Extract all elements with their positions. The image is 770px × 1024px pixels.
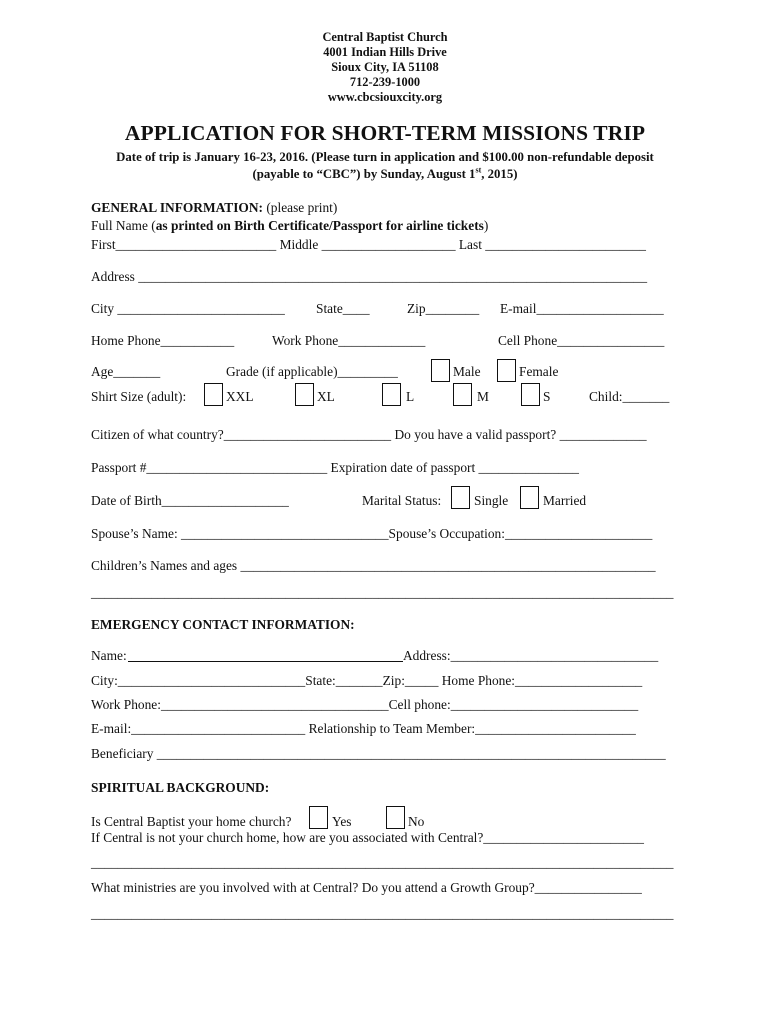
association-field[interactable]: If Central is not your church home, how are you associated with Central?________________________ — [91, 830, 644, 845]
emergency-address-field[interactable]: Address:_______________________________ — [403, 648, 659, 663]
shirt-l-checkbox[interactable] — [382, 383, 401, 406]
shirt-size-label: Shirt Size (adult): — [91, 389, 187, 404]
intro-line-2: (payable to “CBC”) by Sunday, August 1st, 2015) — [252, 165, 518, 181]
shirt-xxl-checkbox[interactable] — [204, 383, 223, 406]
no-label: No — [408, 814, 425, 829]
church-name: Central Baptist Church — [322, 30, 448, 44]
home-church-question: Is Central Baptist your home church? — [91, 814, 292, 829]
shirt-xl-checkbox[interactable] — [295, 383, 314, 406]
citizen-passport-field[interactable]: Citizen of what country?_________________________ Do you have a valid passport? _____________ — [91, 427, 647, 442]
married-label: Married — [543, 493, 587, 508]
shirt-s-checkbox[interactable] — [521, 383, 540, 406]
grade-field[interactable]: Grade (if applicable)_________ — [226, 364, 398, 379]
dob-field[interactable]: Date of Birth___________________ — [91, 493, 289, 508]
shirt-s-label: S — [543, 389, 551, 404]
fullname-label: Full Name (as printed on Birth Certificate/Passport for airline tickets) — [91, 218, 489, 233]
female-label: Female — [519, 364, 559, 379]
single-checkbox[interactable] — [451, 486, 470, 509]
name-field[interactable]: First________________________ Middle ____________________ Last ________________________ — [91, 237, 646, 252]
yes-label: Yes — [332, 814, 352, 829]
ministries-field[interactable]: What ministries are you involved with at Central? Do you attend a Growth Group?________________ — [91, 880, 642, 895]
email-field[interactable]: E-mail___________________ — [500, 301, 664, 316]
emergency-work-phone-field[interactable]: Work Phone:__________________________________Cell phone:____________________________ — [91, 697, 639, 712]
emergency-city-field[interactable]: City:____________________________State:_______Zip:_____ Home Phone:___________________ — [91, 673, 643, 688]
marital-status-label: Marital Status: — [362, 493, 442, 508]
form-title: APPLICATION FOR SHORT-TERM MISSIONS TRIP — [124, 121, 646, 145]
children-blank-line[interactable]: _______________________________________________________________________________________ — [91, 585, 674, 600]
no-checkbox[interactable] — [386, 806, 405, 829]
ministries-blank-line[interactable]: _______________________________________________________________________________________ — [91, 906, 674, 921]
emergency-name-label: Name: — [91, 648, 127, 663]
shirt-xxl-label: XXL — [226, 389, 254, 404]
address-field[interactable]: Address ____________________________________________________________________________ — [91, 269, 648, 284]
intro-line-1: Date of trip is January 16-23, 2016. (Please turn in application and $100.00 non-refundable deposit — [116, 150, 654, 164]
zip-field[interactable]: Zip________ — [407, 301, 480, 316]
cell-phone-field[interactable]: Cell Phone________________ — [498, 333, 665, 348]
shirt-xl-label: XL — [317, 389, 335, 404]
child-size-field[interactable]: Child:_______ — [589, 389, 670, 404]
state-field[interactable]: State____ — [316, 301, 370, 316]
church-phone: 712-239-1000 — [349, 75, 421, 89]
passport-number-field[interactable]: Passport #___________________________ Expiration date of passport _______________ — [91, 460, 579, 475]
yes-checkbox[interactable] — [309, 806, 328, 829]
shirt-m-label: M — [477, 389, 489, 404]
married-checkbox[interactable] — [520, 486, 539, 509]
single-label: Single — [474, 493, 509, 508]
spiritual-heading: SPIRITUAL BACKGROUND: — [91, 780, 270, 795]
emergency-heading: EMERGENCY CONTACT INFORMATION: — [91, 617, 355, 632]
male-checkbox[interactable] — [431, 359, 450, 382]
male-label: Male — [453, 364, 481, 379]
emergency-name-line[interactable] — [128, 661, 403, 662]
work-phone-field[interactable]: Work Phone_____________ — [272, 333, 426, 348]
emergency-email-field[interactable]: E-mail:__________________________ Relationship to Team Member:________________________ — [91, 721, 636, 736]
church-street: 4001 Indian Hills Drive — [323, 45, 447, 59]
children-field[interactable]: Children’s Names and ages ______________________________________________________________ — [91, 558, 656, 573]
shirt-m-checkbox[interactable] — [453, 383, 472, 406]
general-heading: GENERAL INFORMATION: (please print) — [91, 200, 338, 215]
association-blank-line[interactable]: _______________________________________________________________________________________ — [91, 855, 674, 870]
female-checkbox[interactable] — [497, 359, 516, 382]
beneficiary-field[interactable]: Beneficiary ____________________________________________________________________________ — [91, 746, 666, 761]
shirt-l-label: L — [406, 389, 415, 404]
church-city: Sioux City, IA 51108 — [331, 60, 439, 74]
spouse-field[interactable]: Spouse’s Name: _______________________________Spouse’s Occupation:______________________ — [91, 526, 653, 541]
church-website: www.cbcsiouxcity.org — [327, 90, 443, 104]
city-field[interactable]: City _________________________ — [91, 301, 285, 316]
home-phone-field[interactable]: Home Phone___________ — [91, 333, 235, 348]
age-field[interactable]: Age_______ — [91, 364, 161, 379]
